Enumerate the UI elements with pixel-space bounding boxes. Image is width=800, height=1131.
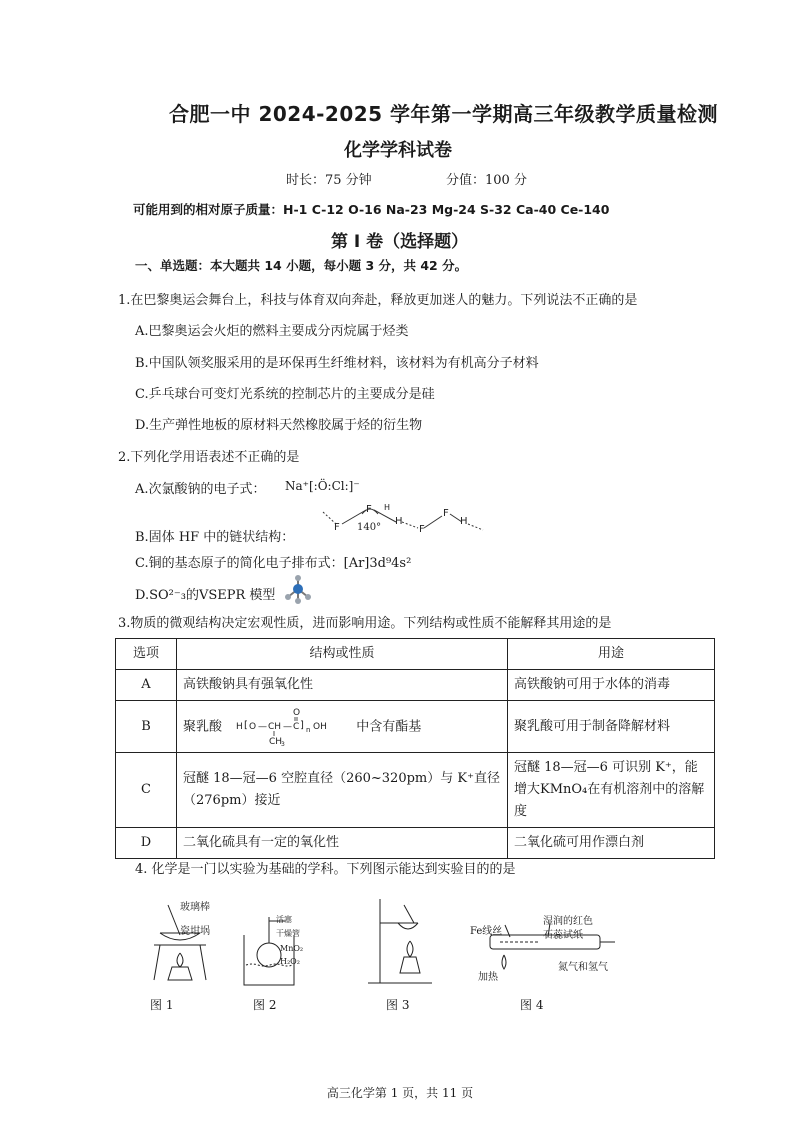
table-row xyxy=(116,701,715,753)
row-option: D xyxy=(116,828,177,859)
hf-bond-angle: 140° xyxy=(357,522,382,533)
score: 分值：100 分 xyxy=(446,173,527,188)
header-use: 用途 xyxy=(508,639,715,670)
table-header-row xyxy=(116,639,715,670)
fig1-note-crucible: 瓷坩埚 xyxy=(180,926,210,937)
fig4-note-gases: 氮气和氢气 xyxy=(558,962,608,973)
hf-chain-diagram xyxy=(318,502,488,536)
row-option: C xyxy=(116,753,177,828)
svg-text:F: F xyxy=(419,524,425,535)
row-structure: 二氧化硫具有一定的氧化性 xyxy=(177,828,508,859)
header-structure: 结构或性质 xyxy=(177,639,508,670)
svg-text:—: — xyxy=(283,721,293,732)
fig4-note-litmus: 石蕊试纸 xyxy=(543,930,583,941)
atomic-masses: 可能用到的相对原子质量：H-1 C-12 O-16 Na-23 Mg-24 S-32 Ca-40 Ce-140 xyxy=(133,202,610,217)
fig2-note-mno2: MnO₂ xyxy=(280,944,304,953)
q3-stem: 3.物质的微观结构决定宏观性质，进而影响用途。下列结构或性质不能解释其用途的是 xyxy=(118,616,612,631)
row-use: 冠醚 18—冠—6 可识别 K⁺，能增大KMnO₄在有机溶剂中的溶解度 xyxy=(508,753,715,828)
row-option: B xyxy=(116,701,177,753)
q1-option-c: C.乒乓球台可变灯光系统的控制芯片的主要成分是硅 xyxy=(135,387,435,402)
svg-text:n: n xyxy=(306,725,311,734)
q2-option-b: B.固体 HF 中的链状结构： xyxy=(135,530,295,545)
table-row xyxy=(116,828,715,859)
svg-text:—: — xyxy=(258,721,268,732)
table-row xyxy=(116,670,715,701)
svg-text:O: O xyxy=(293,707,301,718)
figure-2-label: 图 2 xyxy=(253,998,277,1012)
q4-stem: 4. 化学是一门以实验为基础的学科。下列图示能达到实验目的的是 xyxy=(135,862,516,877)
svg-text:OH: OH xyxy=(313,721,328,732)
figure-1-label: 图 1 xyxy=(150,998,174,1012)
table-row xyxy=(116,753,715,828)
svg-text:C: C xyxy=(293,721,300,732)
svg-text:CH: CH xyxy=(268,721,282,732)
svg-text:3: 3 xyxy=(281,740,285,747)
pla-ester-text: 中含有酯基 xyxy=(356,719,422,734)
q1-option-a: A.巴黎奥运会火炬的燃料主要成分丙烷属于烃类 xyxy=(135,324,409,339)
fig2-note-h2o2: H₂O₂ xyxy=(280,957,300,966)
fig4-note-heating: 加热 xyxy=(478,972,498,983)
q1-option-d: D.生产弹性地板的原材料天然橡胶属于烃的衍生物 xyxy=(135,418,423,433)
svg-text:F: F xyxy=(366,504,372,515)
row-use: 聚乳酸可用于制备降解材料 xyxy=(508,701,715,753)
q1-stem: 1.在巴黎奥运会舞台上，科技与体育双向奔赴，释放更加迷人的魅力。下列说法不正确的是 xyxy=(118,293,638,308)
svg-text:]: ] xyxy=(300,719,305,731)
page-footer: 高三化学第 1 页，共 11 页 xyxy=(326,1086,474,1100)
duration: 时长：75 分钟 xyxy=(286,173,372,188)
row-use: 二氧化硫可用作漂白剂 xyxy=(508,828,715,859)
q3-table xyxy=(115,638,715,859)
pla-structure-diagram xyxy=(234,707,344,747)
svg-text:H: H xyxy=(395,516,403,527)
figure-3-label: 图 3 xyxy=(386,998,410,1012)
exam-subtitle: 化学学科试卷 xyxy=(344,140,452,161)
fig4-note-wet-red: 湿润的红色 xyxy=(543,916,593,927)
figure-4-label: 图 4 xyxy=(520,998,544,1012)
q2-stem: 2.下列化学用语表述不正确的是 xyxy=(118,450,300,465)
row-option: A xyxy=(116,670,177,701)
section-heading: 一、单选题：本大题共 14 小题，每小题 3 分，共 42 分。 xyxy=(135,258,468,273)
figure-3-evaporation-setup xyxy=(360,895,440,990)
row-use: 高铁酸钠可用于水体的消毒 xyxy=(508,670,715,701)
part-title: 第 I 卷（选择题） xyxy=(331,232,469,252)
fig2-note-drying-tube: 干燥管 xyxy=(276,929,300,938)
svg-text:H: H xyxy=(460,516,468,527)
svg-text:H: H xyxy=(384,503,391,512)
pla-label: 聚乳酸 xyxy=(183,719,223,734)
svg-text:F: F xyxy=(443,508,449,519)
svg-text:CH: CH xyxy=(269,736,283,747)
q2-option-a: A.次氯酸钠的电子式： xyxy=(135,482,266,497)
q2-option-c: C.铜的基态原子的简化电子排布式：[Ar]3d⁹4s² xyxy=(135,556,412,571)
row-structure: 高铁酸钠具有强氧化性 xyxy=(177,670,508,701)
fig4-note-fe-wire: Fe线丝 xyxy=(470,926,503,937)
fig2-note-piston: 活塞 xyxy=(276,915,292,924)
svg-text:F: F xyxy=(334,522,340,533)
header-option: 选项 xyxy=(116,639,177,670)
q2-option-d: D.SO²⁻₃的VSEPR 模型 xyxy=(135,588,276,603)
naclo-electron-formula: Na⁺[:Ö:Cl:]⁻ xyxy=(285,479,360,493)
svg-text:H: H xyxy=(236,721,243,732)
row-structure: 冠醚 18—冠—6 空腔直径（260~320pm）与 K⁺直径（276pm）接近 xyxy=(177,753,508,828)
q1-option-b: B.中国队领奖服采用的是环保再生纤维材料，该材料为有机高分子材料 xyxy=(135,356,539,371)
fig1-note-rod: 玻璃棒 xyxy=(180,902,210,913)
vsepr-model-image xyxy=(283,575,313,605)
svg-text:[: [ xyxy=(244,719,249,731)
svg-text:O: O xyxy=(249,721,257,732)
exam-title: 合肥一中 2024-2025 学年第一学期高三年级教学质量检测 xyxy=(169,102,719,126)
row-structure xyxy=(177,701,508,753)
